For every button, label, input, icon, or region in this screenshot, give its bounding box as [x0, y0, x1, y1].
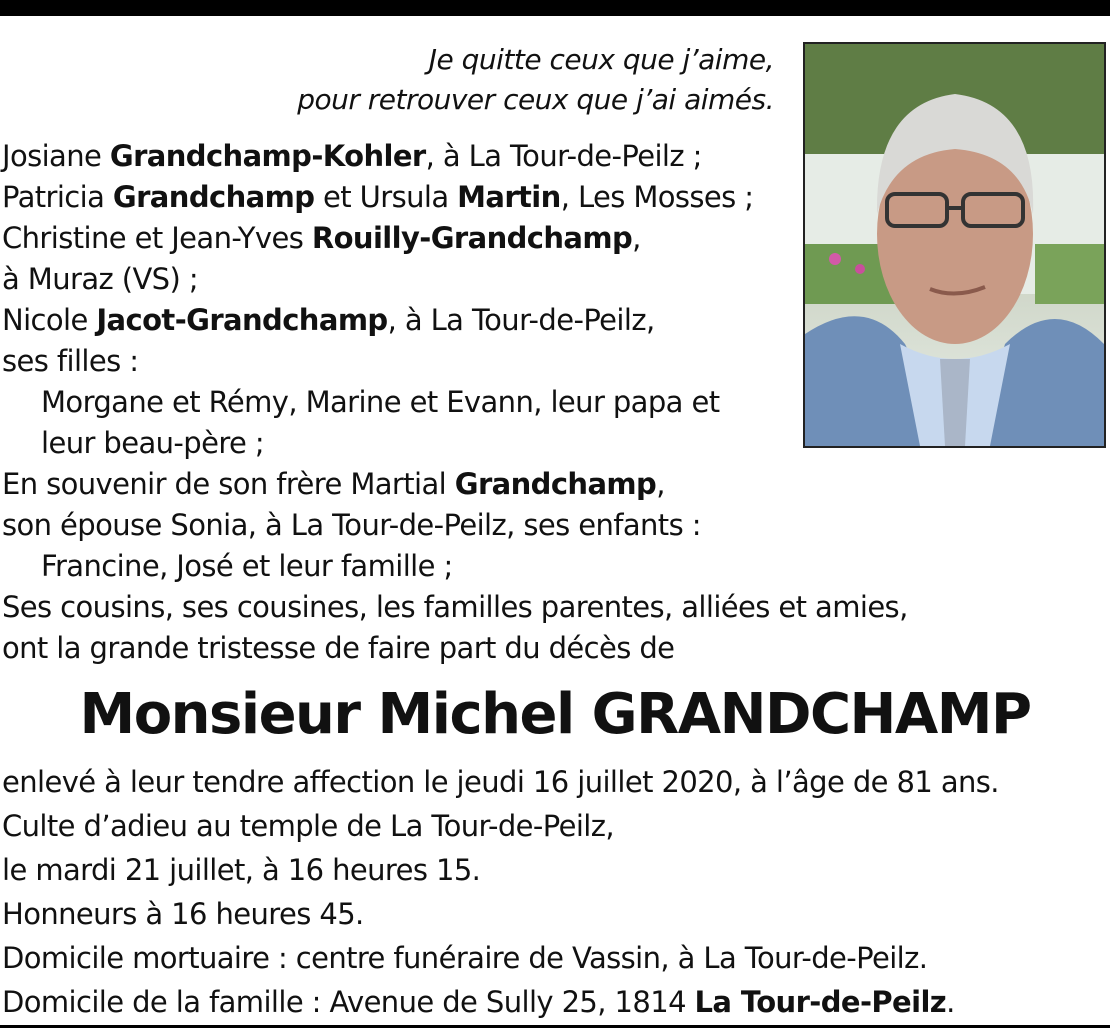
family-line: Ses cousins, ses cousines, les familles parentes, alliées et amies, — [2, 590, 908, 624]
family-line — [2, 218, 908, 259]
family-line: ont la grande tristesse de faire part du décès de — [2, 631, 675, 665]
funeral-details — [2, 760, 999, 1024]
family-line: son épouse Sonia, à La Tour-de-Peilz, ses enfants : — [2, 508, 701, 542]
family-name-bold: Grandchamp-Kohler — [109, 139, 426, 173]
text-span: , Les Mosses ; — [560, 180, 754, 214]
family-line — [2, 300, 908, 341]
family-line — [2, 136, 908, 177]
family-name-bold: Jacot-Grandchamp — [96, 303, 388, 337]
text-span: , — [656, 467, 665, 501]
family-line: à Muraz (VS) ; — [2, 262, 198, 296]
family-line — [2, 464, 908, 505]
text-span: et Ursula — [314, 180, 458, 214]
text-span: , à La Tour-de-Peilz ; — [425, 139, 702, 173]
place-name-bold: La Tour-de-Peilz — [694, 985, 947, 1019]
detail-line: Honneurs à 16 heures 45. — [2, 897, 364, 931]
detail-line: Culte d’adieu au temple de La Tour-de-Peilz, — [2, 809, 614, 843]
top-rule — [0, 0, 1110, 16]
family-line: Morgane et Rémy, Marine et Evann, leur papa et — [41, 385, 720, 419]
family-line: leur beau-père ; — [41, 426, 265, 460]
family-name-bold: Grandchamp — [112, 180, 315, 214]
text-span: En souvenir de son frère Martial — [2, 467, 455, 501]
epigraph-line-1: Je quitte ceux que j’aime, — [428, 43, 774, 76]
epigraph — [297, 40, 774, 120]
detail-line — [2, 980, 999, 1024]
text-span: Patricia — [2, 180, 113, 214]
bottom-rule — [0, 1025, 1110, 1028]
detail-line: le mardi 21 juillet, à 16 heures 15. — [2, 853, 481, 887]
text-span: . — [946, 985, 955, 1019]
epigraph-line-2: pour retrouver ceux que j’ai aimés. — [297, 83, 774, 116]
family-name-bold: Grandchamp — [454, 467, 657, 501]
text-span: , — [632, 221, 641, 255]
text-span: Josiane — [2, 139, 110, 173]
family-name-bold: Martin — [457, 180, 561, 214]
family-line: ses filles : — [2, 344, 139, 378]
text-span: Domicile de la famille : Avenue de Sully 25, 1814 — [2, 985, 695, 1019]
text-span: Christine et Jean-Yves — [2, 221, 312, 255]
family-line — [2, 177, 908, 218]
text-span: , à La Tour-de-Peilz, — [387, 303, 655, 337]
text-span: Nicole — [2, 303, 97, 337]
family-list — [2, 136, 908, 669]
family-name-bold: Rouilly-Grandchamp — [311, 221, 633, 255]
deceased-name: Monsieur Michel GRANDCHAMP — [79, 682, 1031, 747]
family-line: Francine, José et leur famille ; — [41, 549, 453, 583]
detail-line: Domicile mortuaire : centre funéraire de Vassin, à La Tour-de-Peilz. — [2, 941, 928, 975]
detail-line: enlevé à leur tendre affection le jeudi 16 juillet 2020, à l’âge de 81 ans. — [2, 765, 999, 799]
